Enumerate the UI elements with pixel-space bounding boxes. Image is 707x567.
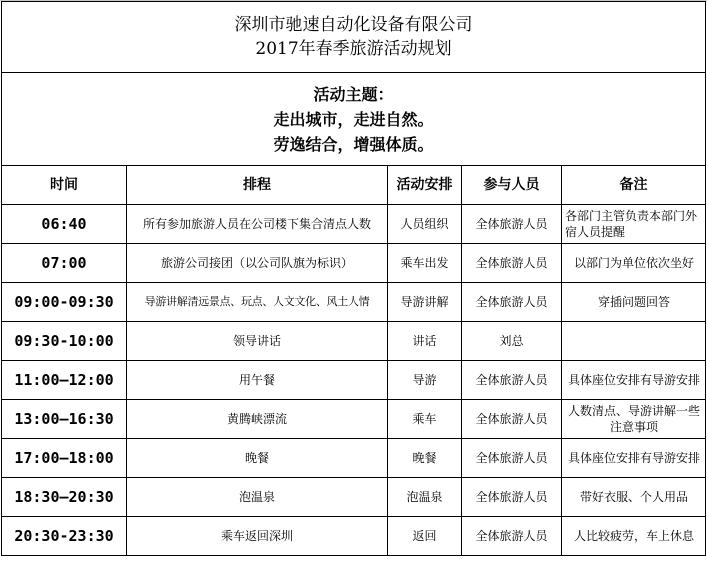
cell-activity[interactable]: 返回 — [388, 517, 462, 556]
cell-remarks[interactable]: 各部门主管负责本部门外宿人员提醒 — [562, 205, 706, 244]
cell-schedule[interactable]: 乘车返回深圳 — [127, 517, 388, 556]
cell-remarks[interactable]: 带好衣服、个人用品 — [562, 478, 706, 517]
cell-activity[interactable]: 乘车出发 — [388, 244, 462, 283]
cell-time[interactable]: 07:00 — [2, 244, 127, 283]
table-row — [2, 439, 706, 478]
table-row — [2, 478, 706, 517]
cell-activity[interactable]: 导游讲解 — [388, 283, 462, 322]
cell-schedule[interactable]: 泡温泉 — [127, 478, 388, 517]
header-activity[interactable]: 活动安排 — [388, 166, 462, 205]
header-time[interactable]: 时间 — [2, 166, 127, 205]
theme-cell[interactable] — [2, 73, 706, 166]
cell-time[interactable]: 11:00—12:00 — [2, 361, 127, 400]
table-row — [2, 283, 706, 322]
header-remarks[interactable]: 备注 — [562, 166, 706, 205]
cell-time[interactable]: 20:30-23:30 — [2, 517, 127, 556]
cell-participants[interactable]: 全体旅游人员 — [462, 439, 562, 478]
cell-participants[interactable]: 全体旅游人员 — [462, 400, 562, 439]
cell-schedule[interactable]: 领导讲话 — [127, 322, 388, 361]
cell-participants[interactable]: 全体旅游人员 — [462, 283, 562, 322]
cell-schedule[interactable]: 所有参加旅游人员在公司楼下集合清点人数 — [127, 205, 388, 244]
table-row — [2, 244, 706, 283]
cell-schedule[interactable]: 黄腾峡漂流 — [127, 400, 388, 439]
cell-remarks[interactable]: 人数清点、导游讲解一些注意事项 — [562, 400, 706, 439]
theme-label: 活动主题： — [313, 84, 394, 104]
travel-plan-table — [1, 1, 706, 556]
cell-schedule[interactable]: 晚餐 — [127, 439, 388, 478]
cell-activity[interactable]: 泡温泉 — [388, 478, 462, 517]
cell-schedule[interactable]: 旅游公司接团（以公司队旗为标识） — [127, 244, 388, 283]
header-schedule[interactable]: 排程 — [127, 166, 388, 205]
cell-time[interactable]: 17:00—18:00 — [2, 439, 127, 478]
table-row — [2, 517, 706, 556]
cell-schedule[interactable]: 导游讲解清远景点、玩点、人文文化、风土人情 — [127, 283, 388, 322]
table-row — [2, 361, 706, 400]
cell-participants[interactable]: 全体旅游人员 — [462, 244, 562, 283]
cell-time[interactable]: 18:30—20:30 — [2, 478, 127, 517]
title-cell[interactable] — [2, 2, 706, 73]
cell-time[interactable]: 13:00—16:30 — [2, 400, 127, 439]
cell-participants[interactable]: 全体旅游人员 — [462, 205, 562, 244]
cell-remarks[interactable]: 穿插问题回答 — [562, 283, 706, 322]
theme-line-2: 劳逸结合，增强体质。 — [273, 134, 434, 154]
cell-activity[interactable]: 人员组织 — [388, 205, 462, 244]
theme-line-1: 走出城市，走进自然。 — [273, 109, 434, 129]
cell-activity[interactable]: 导游 — [388, 361, 462, 400]
cell-participants[interactable]: 全体旅游人员 — [462, 478, 562, 517]
table-row — [2, 205, 706, 244]
table-row — [2, 322, 706, 361]
cell-remarks[interactable] — [562, 322, 706, 361]
header-row — [2, 166, 706, 205]
cell-remarks[interactable]: 具体座位安排有导游安排 — [562, 439, 706, 478]
cell-activity[interactable]: 晚餐 — [388, 439, 462, 478]
company-name: 深圳市驰速自动化设备有限公司 — [234, 15, 473, 35]
cell-time[interactable]: 06:40 — [2, 205, 127, 244]
cell-time[interactable]: 09:00-09:30 — [2, 283, 127, 322]
header-participants[interactable]: 参与人员 — [462, 166, 562, 205]
cell-remarks[interactable]: 人比较疲劳，车上休息 — [562, 517, 706, 556]
cell-participants[interactable]: 刘总 — [462, 322, 562, 361]
table-row — [2, 400, 706, 439]
cell-activity[interactable]: 乘车 — [388, 400, 462, 439]
cell-schedule[interactable]: 用午餐 — [127, 361, 388, 400]
cell-participants[interactable]: 全体旅游人员 — [462, 361, 562, 400]
plan-title: 2017年春季旅游活动规划 — [255, 39, 452, 59]
cell-remarks[interactable]: 具体座位安排有导游安排 — [562, 361, 706, 400]
cell-activity[interactable]: 讲话 — [388, 322, 462, 361]
cell-time[interactable]: 09:30-10:00 — [2, 322, 127, 361]
cell-participants[interactable]: 全体旅游人员 — [462, 517, 562, 556]
cell-remarks[interactable]: 以部门为单位依次坐好 — [562, 244, 706, 283]
